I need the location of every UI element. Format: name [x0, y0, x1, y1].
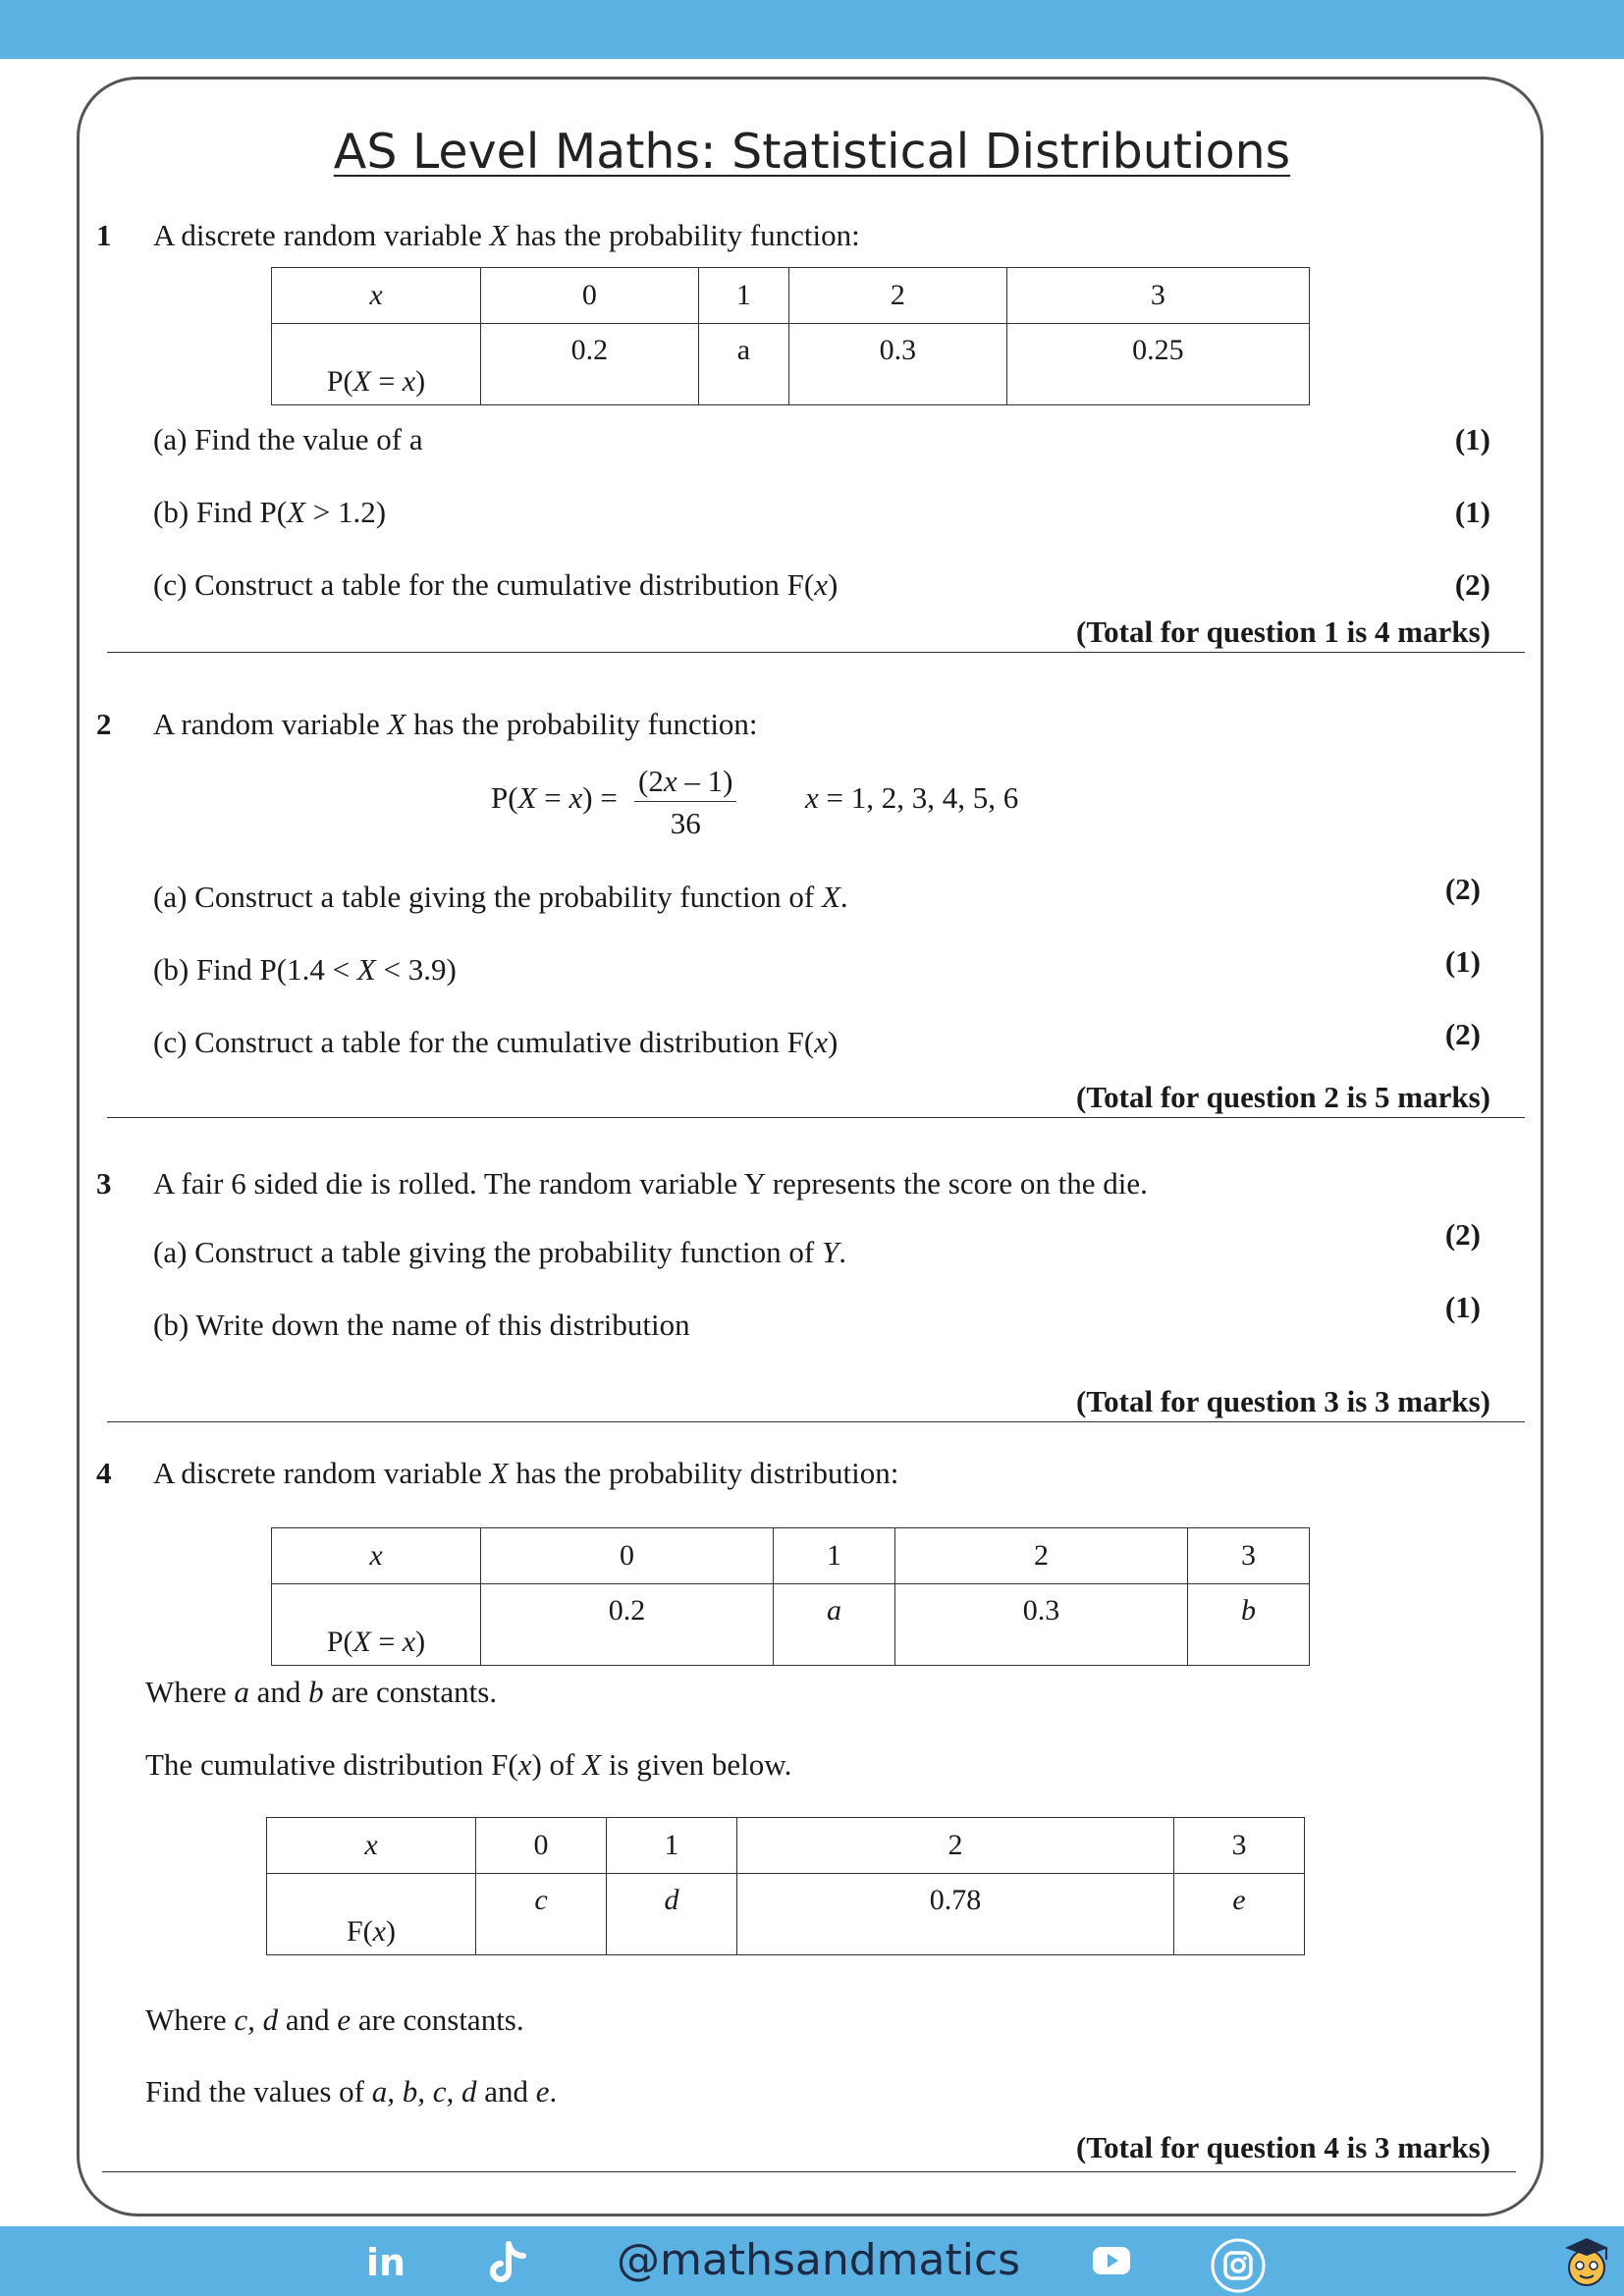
table-cell: 0 — [481, 268, 699, 324]
question-2-part-a: (a) Construct a table giving the probability function of X. — [153, 880, 848, 914]
fraction-numerator: (2x – 1) — [634, 764, 736, 802]
table-cell: 0.78 — [737, 1874, 1174, 1955]
question-1-part-c-marks: (2) — [1454, 567, 1490, 602]
question-4-cdf-table — [266, 1817, 1305, 1955]
question-1-intro: A discrete random variable X has the probability function: — [153, 218, 860, 252]
table-header-x: x — [272, 1528, 481, 1584]
question-2-part-a-marks: (2) — [1444, 872, 1481, 906]
divider — [107, 1421, 1525, 1422]
question-4-constants-ab: Where a and b are constants. — [145, 1675, 498, 1709]
question-4-find-values: Find the values of a, b, c, d and e. — [145, 2074, 558, 2109]
table-cell: 0.3 — [894, 1584, 1187, 1666]
question-4-constants-cde: Where c, d and e are constants. — [145, 2002, 524, 2037]
divider — [102, 2171, 1516, 2172]
table-cell: 1 — [698, 268, 788, 324]
table-cell: 0.2 — [481, 1584, 774, 1666]
question-3-part-b-marks: (1) — [1444, 1290, 1481, 1324]
table-cell: e — [1173, 1874, 1304, 1955]
question-2-number: 2 — [96, 707, 112, 741]
top-banner — [0, 0, 1624, 59]
linkedin-icon[interactable]: in — [366, 2241, 406, 2284]
question-3-part-a-marks: (2) — [1444, 1217, 1481, 1252]
table-cell: b — [1188, 1584, 1310, 1666]
mascot-logo-icon — [1557, 2230, 1616, 2293]
question-2-formula-fraction — [634, 764, 736, 841]
table-cell: 0.3 — [788, 324, 1006, 405]
table-header-x: x — [267, 1818, 476, 1874]
question-4-cdf-intro: The cumulative distribution F(x) of X is given below. — [145, 1747, 792, 1782]
question-2-formula-lhs: P(X = x) = — [491, 780, 618, 815]
youtube-icon[interactable] — [1092, 2246, 1131, 2275]
footer-handle[interactable]: @mathsandmatics — [617, 2235, 1021, 2285]
fraction-denominator: 36 — [670, 806, 701, 840]
question-2-part-c: (c) Construct a table for the cumulative distribution F(x) — [153, 1025, 839, 1059]
table-cell: 1 — [774, 1528, 895, 1584]
question-4-probability-table — [271, 1527, 1310, 1666]
table-cell: a — [774, 1584, 895, 1666]
table-cell: 2 — [737, 1818, 1174, 1874]
question-4-total: (Total for question 4 is 3 marks) — [1076, 2130, 1490, 2164]
question-4-number: 4 — [96, 1456, 112, 1490]
question-1-total: (Total for question 1 is 4 marks) — [1076, 614, 1490, 649]
table-cell: 0.25 — [1006, 324, 1309, 405]
question-4-intro: A discrete random variable X has the probability distribution: — [153, 1456, 899, 1490]
page-title: AS Level Maths: Statistical Distributions — [333, 124, 1291, 180]
table-header-probability: P(X = x) — [272, 1584, 481, 1666]
question-3-part-b: (b) Write down the name of this distribution — [153, 1308, 690, 1342]
instagram-icon[interactable] — [1211, 2238, 1266, 2293]
table-cell: 2 — [788, 268, 1006, 324]
table-cell: d — [607, 1874, 737, 1955]
table-cell: 0 — [476, 1818, 607, 1874]
divider — [107, 652, 1525, 653]
question-1-probability-table — [271, 267, 1310, 405]
table-header-probability: P(X = x) — [272, 324, 481, 405]
question-3-intro: A fair 6 sided die is rolled. The random variable Y represents the score on the die. — [153, 1166, 1148, 1201]
divider — [107, 1117, 1525, 1118]
question-3-number: 3 — [96, 1166, 112, 1201]
question-1-part-b-marks: (1) — [1454, 495, 1490, 529]
question-2-part-c-marks: (2) — [1444, 1017, 1481, 1051]
table-cell: 1 — [607, 1818, 737, 1874]
table-cell: 3 — [1006, 268, 1309, 324]
question-2-part-b-marks: (1) — [1444, 944, 1481, 979]
table-cell: c — [476, 1874, 607, 1955]
question-1-number: 1 — [96, 218, 112, 252]
table-header-cdf: F(x) — [267, 1874, 476, 1955]
question-1-part-a-marks: (1) — [1454, 422, 1490, 456]
table-cell: 3 — [1173, 1818, 1304, 1874]
table-cell: 0 — [481, 1528, 774, 1584]
question-3-part-a: (a) Construct a table giving the probability function of Y. — [153, 1235, 846, 1269]
question-1-part-c: (c) Construct a table for the cumulative distribution F(x) — [153, 567, 839, 602]
table-cell: 3 — [1188, 1528, 1310, 1584]
table-cell: 2 — [894, 1528, 1187, 1584]
question-2-part-b: (b) Find P(1.4 < X < 3.9) — [153, 952, 457, 987]
tiktok-icon[interactable] — [487, 2240, 530, 2287]
question-1-part-b: (b) Find P(X > 1.2) — [153, 495, 387, 529]
question-2-total: (Total for question 2 is 5 marks) — [1076, 1080, 1490, 1114]
question-2-intro: A random variable X has the probability function: — [153, 707, 758, 741]
question-1-part-a: (a) Find the value of a — [153, 422, 423, 456]
table-header-x: x — [272, 268, 481, 324]
question-3-total: (Total for question 3 is 3 marks) — [1076, 1384, 1490, 1418]
table-cell: a — [698, 324, 788, 405]
table-cell: 0.2 — [481, 324, 699, 405]
question-2-domain: x = 1, 2, 3, 4, 5, 6 — [805, 780, 1019, 815]
